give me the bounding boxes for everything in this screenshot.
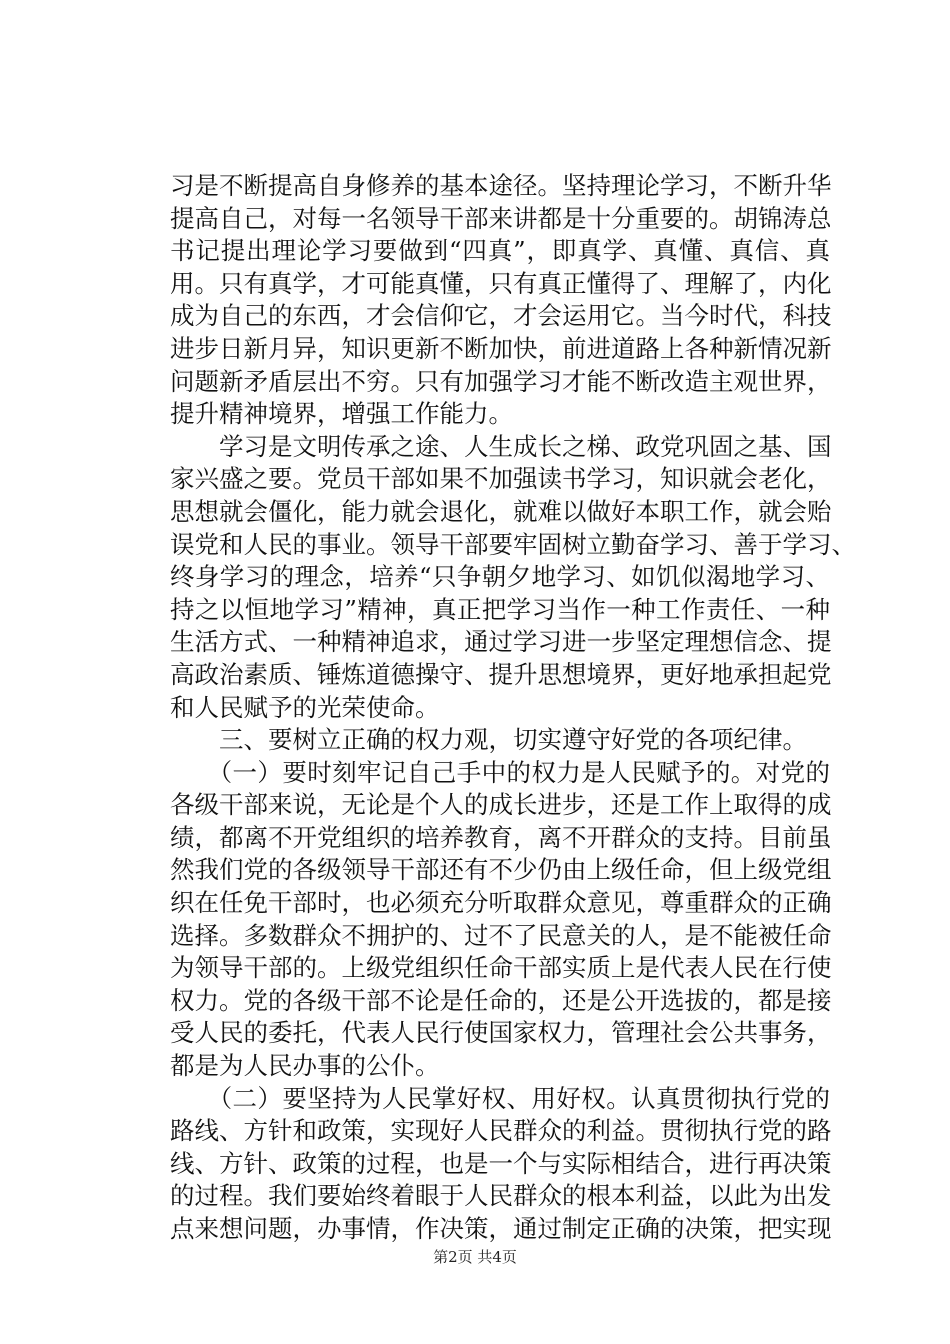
text-line: 生活方式、一种精神追求，通过学习进一步坚定理想信念、提 <box>170 627 832 657</box>
document-body <box>170 170 856 1246</box>
text-line: 持之以恒地学习”精神，真正把学习当作一种工作责任、一种 <box>170 594 830 624</box>
text-line: 受人民的委托，代表人民行使国家权力，管理社会公共事务， <box>170 1018 832 1048</box>
text-line: 高政治素质、锤炼道德操守、提升思想境界，更好地承担起党 <box>170 659 832 689</box>
text-line: （二）要坚持为人民掌好权、用好权。认真贯彻执行党的 <box>170 1083 830 1113</box>
text-line: 家兴盛之要。党员干部如果不加强读书学习，知识就会老化， <box>170 464 832 494</box>
text-line: 问题新矛盾层出不穷。只有加强学习才能不断改造主观世界， <box>170 366 832 396</box>
text-line: 三、要树立正确的权力观，切实遵守好党的各项纪律。 <box>170 725 807 755</box>
page-footer: 第2页 共4页 <box>433 1248 517 1266</box>
text-line: 织在任免干部时，也必须充分听取群众意见，尊重群众的正确 <box>170 888 832 918</box>
text-line: 习是不断提高自身修养的基本途径。坚持理论学习，不断升华 <box>170 171 832 200</box>
text-line: 和人民赋予的光荣使命。 <box>170 692 440 722</box>
text-line: 误党和人民的事业。领导干部要牢固树立勤奋学习、善于学习、 <box>170 529 856 559</box>
text-line: 书记提出理论学习要做到“四真”，即真学、真懂、真信、真 <box>170 236 830 266</box>
text-line: 思想就会僵化，能力就会退化，就难以做好本职工作，就会贻 <box>170 496 832 526</box>
text-line: 绩，都离不开党组织的培养教育，离不开群众的支持。目前虽 <box>170 822 832 852</box>
text-line: 选择。多数群众不拥护的、过不了民意关的人，是不能被任命 <box>170 920 832 950</box>
text-line: 的过程。我们要始终着眼于人民群众的根本利益，以此为出发 <box>170 1181 832 1211</box>
text-line: 成为自己的东西，才会信仰它，才会运用它。当今时代，科技 <box>170 301 832 331</box>
text-line: 进步日新月异，知识更新不断加快，前进道路上各种新情况新 <box>170 333 832 363</box>
text-line: 路线、方针和政策，实现好人民群众的利益。贯彻执行党的路 <box>170 1116 832 1146</box>
text-line: 用。只有真学，才可能真懂，只有真正懂得了、理解了，内化 <box>170 268 832 298</box>
text-line: （一）要时刻牢记自己手中的权力是人民赋予的。对党的 <box>170 757 830 787</box>
text-line: 提高自己，对每一名领导干部来讲都是十分重要的。胡锦涛总 <box>170 203 832 233</box>
text-line: 点来想问题，办事情，作决策，通过制定正确的决策，把实现 <box>170 1214 832 1243</box>
text-line: 终身学习的理念，培养“只争朝夕地学习、如饥似渴地学习、 <box>170 562 830 592</box>
text-line: 然我们党的各级领导干部还有不少仍由上级任命，但上级党组 <box>170 855 832 885</box>
text-line: 都是为人民办事的公仆。 <box>170 1051 440 1081</box>
text-line: 为领导干部的。上级党组织任命干部实质上是代表人民在行使 <box>170 953 832 983</box>
text-line: 线、方针、政策的过程，也是一个与实际相结合，进行再决策 <box>170 1148 832 1178</box>
text-line: 学习是文明传承之途、人生成长之梯、政党巩固之基、国 <box>170 431 832 461</box>
text-line: 权力。党的各级干部不论是任命的，还是公开选拔的，都是接 <box>170 985 832 1015</box>
text-line: 提升精神境界，增强工作能力。 <box>170 399 513 429</box>
text-line: 各级干部来说，无论是个人的成长进步，还是工作上取得的成 <box>170 790 832 820</box>
